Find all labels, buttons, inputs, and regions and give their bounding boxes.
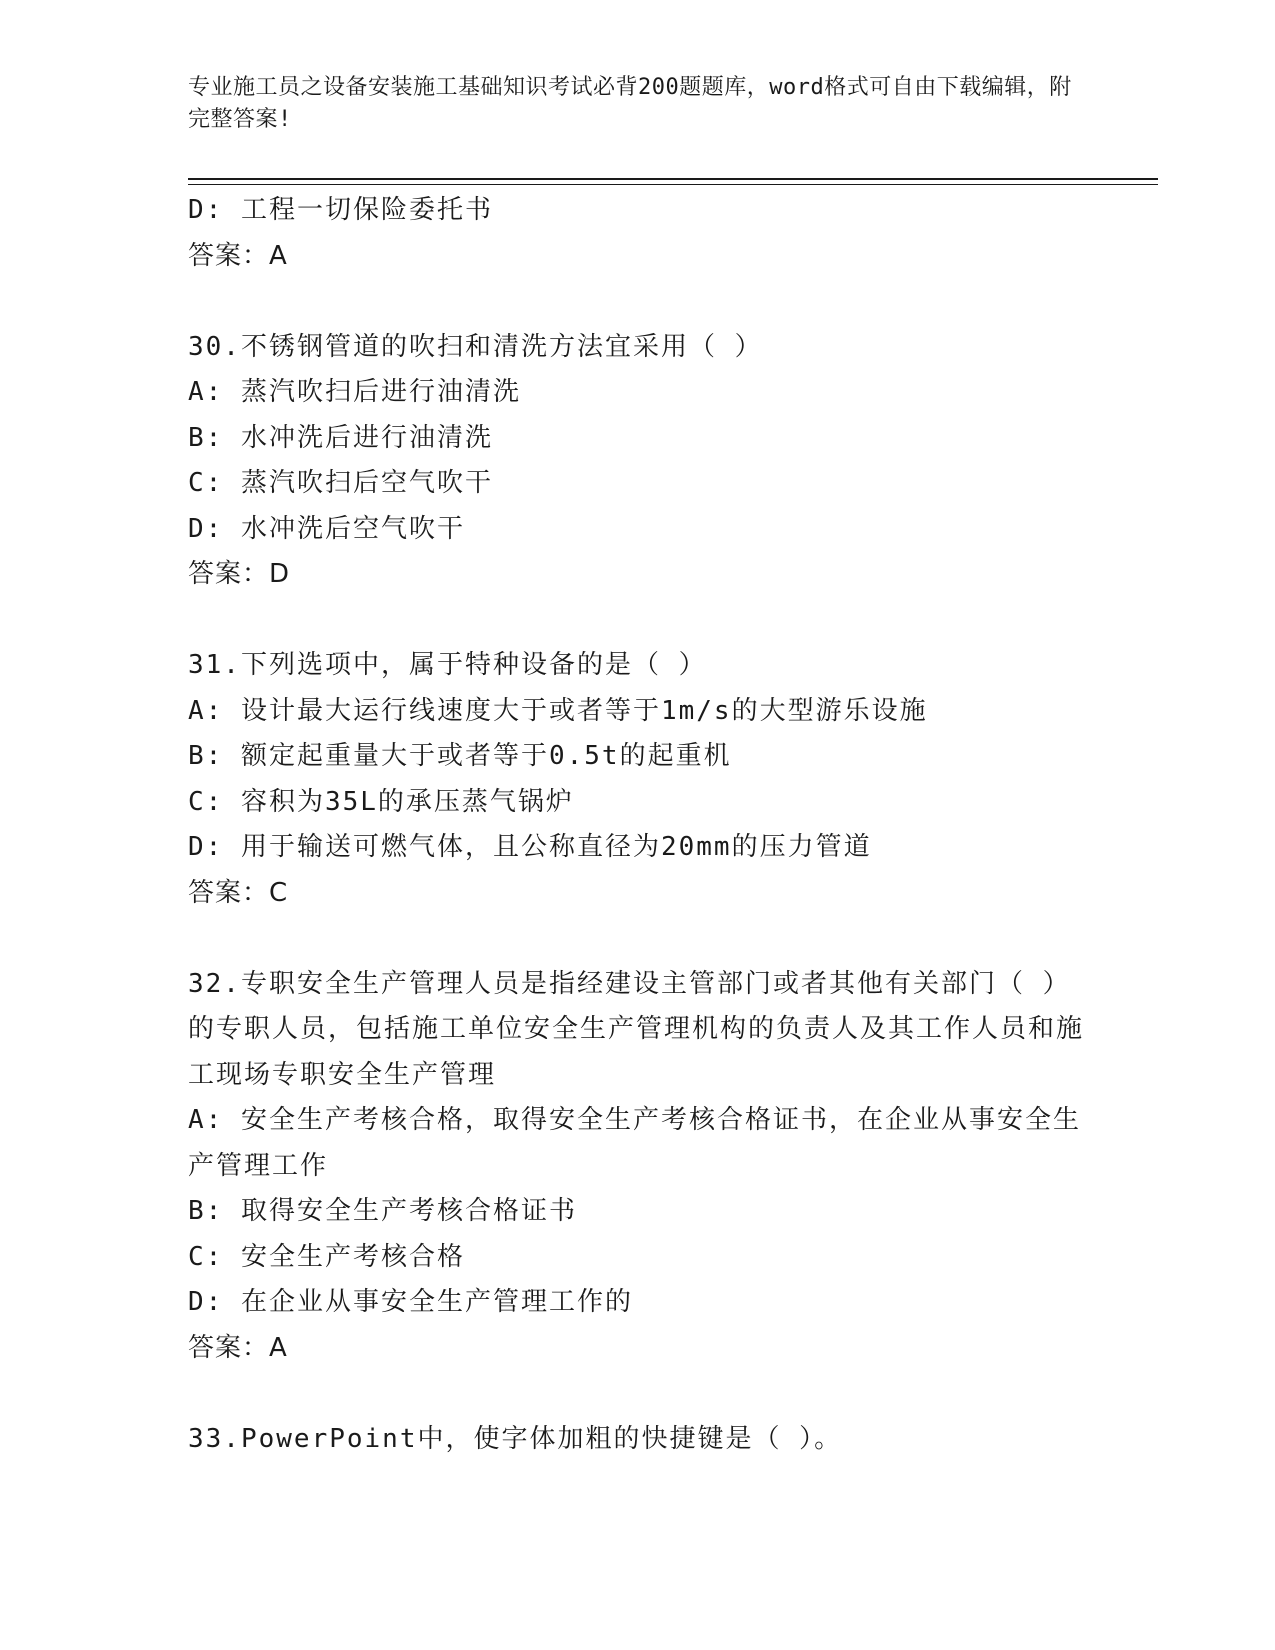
question-32 xyxy=(188,962,1088,1372)
option-a: A: 设计最大运行线速度大于或者等于1m/s的大型游乐设施 xyxy=(188,695,928,726)
spacer xyxy=(188,916,1088,962)
question-text: 31.下列选项中，属于特种设备的是（ ） xyxy=(188,650,707,680)
option-b: B: 额定起重量大于或者等于0.5t的起重机 xyxy=(188,741,732,771)
spacer xyxy=(188,279,1088,325)
answer: 答案：C xyxy=(188,877,289,908)
option-c: C: 容积为35L的承压蒸气锅炉 xyxy=(188,786,574,817)
answer: 答案：D xyxy=(188,559,291,589)
option-b: B: 取得安全生产考核合格证书 xyxy=(188,1196,577,1226)
header-title: 专业施工员之设备安装施工基础知识考试必背200题题库，word格式可自由下载编辑，附完整答案! xyxy=(188,75,1072,132)
option-c: C: 蒸汽吹扫后空气吹干 xyxy=(188,468,493,498)
prev-option-d: D: 工程一切保险委托书 xyxy=(188,195,493,225)
option-d: D: 用于输送可燃气体，且公称直径为20mm的压力管道 xyxy=(188,832,872,862)
option-d: D: 水冲洗后空气吹干 xyxy=(188,513,465,544)
spacer xyxy=(188,598,1088,644)
question-30 xyxy=(188,325,1088,598)
option-a: A: 安全生产考核合格，取得安全生产考核合格证书，在企业从事安全生产管理工作 xyxy=(188,1105,1081,1181)
question-text: 30.不锈钢管道的吹扫和清洗方法宜采用（ ） xyxy=(188,331,763,362)
question-33 xyxy=(188,1417,1088,1463)
question-31 xyxy=(188,643,1088,916)
spacer xyxy=(188,1371,1088,1417)
prev-answer: 答案：A xyxy=(188,240,288,271)
option-c: C: 安全生产考核合格 xyxy=(188,1241,465,1272)
header-divider-thick xyxy=(188,178,1158,180)
document-header xyxy=(188,72,1088,136)
option-d: D: 在企业从事安全生产管理工作的 xyxy=(188,1287,633,1317)
option-a: A: 蒸汽吹扫后进行油清洗 xyxy=(188,377,521,407)
question-text: 32.专职安全生产管理人员是指经建设主管部门或者其他有关部门（ ）的专职人员，包括施工单位安全生产管理机构的负责人及其工作人员和施工现场专职安全生产管理 xyxy=(188,968,1085,1090)
option-b: B: 水冲洗后进行油清洗 xyxy=(188,422,493,453)
question-text: 33.PowerPoint中，使字体加粗的快捷键是（ ）。 xyxy=(188,1423,843,1454)
answer: 答案：A xyxy=(188,1332,288,1363)
header-divider-thin xyxy=(188,184,1158,185)
question-list xyxy=(188,188,1088,1462)
